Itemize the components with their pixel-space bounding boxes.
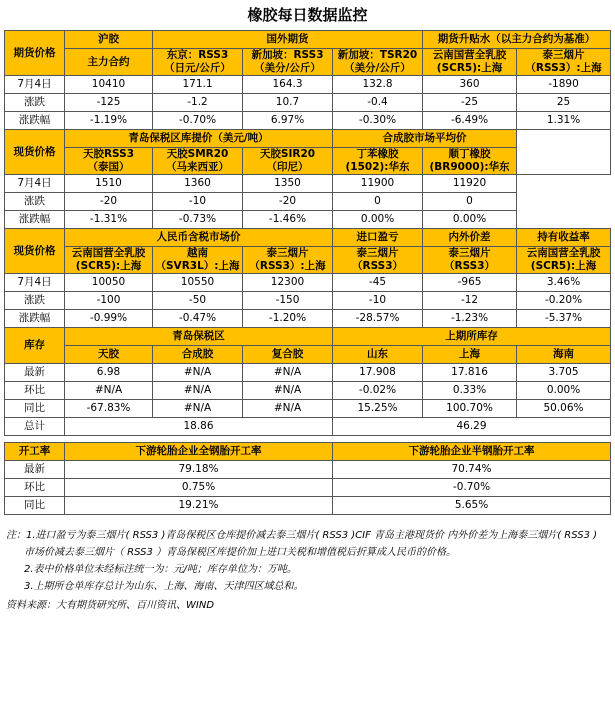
value-cell: -1.2 xyxy=(153,94,243,112)
row-label: 涨跌 xyxy=(5,193,65,211)
column-header: 顺丁橡胶 (BR9000):华东 xyxy=(423,148,517,175)
value-cell: 0.00% xyxy=(517,382,611,400)
value-cell: -50 xyxy=(153,292,243,310)
spot-group-qingdao: 青岛保税区库提价（美元/吨） xyxy=(65,130,333,148)
row-label: 同比 xyxy=(5,400,65,418)
rmb-group-spread: 内外价差 xyxy=(423,229,517,247)
table-row xyxy=(5,112,611,130)
row-label: 涨跌幅 xyxy=(5,211,65,229)
value-cell: 171.1 xyxy=(153,76,243,94)
full-steel-rate: 79.18% xyxy=(65,461,333,479)
spot-row-header: 现货价格 xyxy=(5,130,65,175)
value-cell: 0 xyxy=(423,193,517,211)
data-source: 资料来源：大有期货研究所、百川资讯、WIND xyxy=(6,600,215,611)
value-cell: 164.3 xyxy=(243,76,333,94)
row-label: 环比 xyxy=(5,382,65,400)
page-title: 橡胶每日数据监控 xyxy=(247,6,368,24)
row-label: 涨跌 xyxy=(5,94,65,112)
row-label: 最新 xyxy=(5,364,65,382)
value-cell: 360 xyxy=(423,76,517,94)
value-cell: 15.25% xyxy=(333,400,423,418)
table-row xyxy=(5,497,611,515)
inventory-group-shfe: 上期所库存 xyxy=(333,328,611,346)
table-row xyxy=(5,479,611,497)
column-header: 新加坡：RSS3 （美分/公斤） xyxy=(243,49,333,76)
row-label: 7月4日 xyxy=(5,175,65,193)
value-cell: 0 xyxy=(333,193,423,211)
rmb-group-import: 进口盈亏 xyxy=(333,229,423,247)
column-header: 越南 （SVR3L）:上海 xyxy=(153,247,243,274)
value-cell: 1510 xyxy=(65,175,153,193)
value-cell: -965 xyxy=(423,274,517,292)
column-header: 上海 xyxy=(423,346,517,364)
futures-group-spread: 期货升贴水（以主力合约为基准） xyxy=(423,31,611,49)
table-row xyxy=(5,94,611,112)
value-cell: 10410 xyxy=(65,76,153,94)
value-cell: -1.20% xyxy=(243,310,333,328)
operating-group-full-steel: 下游轮胎企业全钢胎开工率 xyxy=(65,443,333,461)
value-cell: -20 xyxy=(243,193,333,211)
inventory-row-header: 库存 xyxy=(5,328,65,364)
value-cell: 6.98 xyxy=(65,364,153,382)
futures-group-shfe: 沪胶 xyxy=(65,31,153,49)
value-cell: -1.23% xyxy=(423,310,517,328)
value-cell: -1890 xyxy=(517,76,611,94)
table-row xyxy=(5,364,611,382)
value-cell: 3.705 xyxy=(517,364,611,382)
column-header: 云南国营全乳胶 (SCR5):上海 xyxy=(517,247,611,274)
value-cell: -1.46% xyxy=(243,211,333,229)
column-header: 天胶SIR20 （印尼） xyxy=(243,148,333,175)
row-label: 7月4日 xyxy=(5,76,65,94)
value-cell: -100 xyxy=(65,292,153,310)
value-cell: 1.31% xyxy=(517,112,611,130)
value-cell: 11920 xyxy=(423,175,517,193)
note-3: 3.上期所仓单库存总计为山东、上海、海南、天津四区域总和。 xyxy=(24,581,304,592)
column-header: 泰三烟片 （RSS3） xyxy=(333,247,423,274)
rubber-monitor-table xyxy=(4,30,611,515)
value-cell: -0.30% xyxy=(333,112,423,130)
footnotes xyxy=(6,527,615,614)
value-cell: 50.06% xyxy=(517,400,611,418)
table-row xyxy=(5,400,611,418)
rmb-group-yield: 持有收益率 xyxy=(517,229,611,247)
spot-group-synthetic: 合成胶市场平均价 xyxy=(333,130,517,148)
value-cell: -150 xyxy=(243,292,333,310)
column-header: 云南国营全乳胶 (SCR5):上海 xyxy=(423,49,517,76)
value-cell: -10 xyxy=(153,193,243,211)
value-cell: #N/A xyxy=(153,382,243,400)
column-header: 山东 xyxy=(333,346,423,364)
section-spacer xyxy=(5,436,611,443)
value-cell: 17.816 xyxy=(423,364,517,382)
futures-row-header: 期货价格 xyxy=(5,31,65,76)
column-header: 天胶 xyxy=(65,346,153,364)
value-cell: 0.33% xyxy=(423,382,517,400)
inventory-group-qingdao: 青岛保税区 xyxy=(65,328,333,346)
table-row xyxy=(5,382,611,400)
rmb-group-market: 人民币含税市场价 xyxy=(65,229,333,247)
value-cell: -0.02% xyxy=(333,382,423,400)
column-header: 海南 xyxy=(517,346,611,364)
row-label: 最新 xyxy=(5,461,65,479)
rmb-row-header: 现货价格 xyxy=(5,229,65,274)
column-header: 合成胶 xyxy=(153,346,243,364)
value-cell: #N/A xyxy=(243,382,333,400)
column-header: 天胶SMR20 （马来西亚） xyxy=(153,148,243,175)
column-header: 东京：RSS3 （日元/公斤） xyxy=(153,49,243,76)
table-row xyxy=(5,193,611,211)
futures-group-foreign: 国外期货 xyxy=(153,31,423,49)
semi-steel-rate: 5.65% xyxy=(333,497,611,515)
value-cell: 1360 xyxy=(153,175,243,193)
value-cell: -45 xyxy=(333,274,423,292)
value-cell: 3.46% xyxy=(517,274,611,292)
value-cell: #N/A xyxy=(153,400,243,418)
value-cell: 1350 xyxy=(243,175,333,193)
column-header: 天胶RSS3 （泰国） xyxy=(65,148,153,175)
value-cell: -67.83% xyxy=(65,400,153,418)
operating-row-header: 开工率 xyxy=(5,443,65,461)
table-row xyxy=(5,292,611,310)
value-cell: #N/A xyxy=(153,364,243,382)
column-header: 泰三烟片 （RSS3） xyxy=(423,247,517,274)
value-cell: 10050 xyxy=(65,274,153,292)
row-label: 7月4日 xyxy=(5,274,65,292)
value-cell: -0.73% xyxy=(153,211,243,229)
column-header: 泰三烟片 （RSS3）:上海 xyxy=(517,49,611,76)
table-row xyxy=(5,274,611,292)
row-label: 涨跌 xyxy=(5,292,65,310)
value-cell: 25 xyxy=(517,94,611,112)
inventory-total-qingdao: 18.86 xyxy=(65,418,333,436)
value-cell: -0.4 xyxy=(333,94,423,112)
table-row xyxy=(5,76,611,94)
column-header: 泰三烟片 （RSS3）:上海 xyxy=(243,247,333,274)
value-cell: 10.7 xyxy=(243,94,333,112)
value-cell: 6.97% xyxy=(243,112,333,130)
row-label: 同比 xyxy=(5,497,65,515)
table-row xyxy=(5,175,611,193)
column-header: 丁苯橡胶 (1502):华东 xyxy=(333,148,423,175)
full-steel-rate: 0.75% xyxy=(65,479,333,497)
value-cell: -1.31% xyxy=(65,211,153,229)
value-cell: #N/A xyxy=(243,400,333,418)
value-cell: 17.908 xyxy=(333,364,423,382)
value-cell: 132.8 xyxy=(333,76,423,94)
row-label: 环比 xyxy=(5,479,65,497)
value-cell: 12300 xyxy=(243,274,333,292)
note-2: 2.表中价格单位未经标注统一为：元/吨；库存单位为：万吨。 xyxy=(24,564,297,575)
value-cell: -0.20% xyxy=(517,292,611,310)
column-header: 新加坡：TSR20 （美分/公斤） xyxy=(333,49,423,76)
value-cell: -25 xyxy=(423,94,517,112)
note-1: 注：1.进口盈亏为泰三烟片( RSS3 )青岛保税区仓库提价减去泰三烟片( RSS3 )CIF 青岛主港现货价 内外价差为上海泰三烟片( RSS3 ) xyxy=(6,530,598,541)
value-cell: -125 xyxy=(65,94,153,112)
full-steel-rate: 19.21% xyxy=(65,497,333,515)
value-cell: -1.19% xyxy=(65,112,153,130)
semi-steel-rate: -0.70% xyxy=(333,479,611,497)
operating-group-semi-steel: 下游轮胎企业半钢胎开工率 xyxy=(333,443,611,461)
inventory-total-shfe: 46.29 xyxy=(333,418,611,436)
value-cell: 0.00% xyxy=(333,211,423,229)
value-cell: #N/A xyxy=(65,382,153,400)
value-cell: 11900 xyxy=(333,175,423,193)
table-row xyxy=(5,310,611,328)
value-cell: -0.70% xyxy=(153,112,243,130)
row-label: 涨跌幅 xyxy=(5,310,65,328)
inventory-total-label: 总计 xyxy=(5,418,65,436)
value-cell: 0.00% xyxy=(423,211,517,229)
column-header: 主力合约 xyxy=(65,49,153,76)
value-cell: -0.47% xyxy=(153,310,243,328)
value-cell: -6.49% xyxy=(423,112,517,130)
column-header: 复合胶 xyxy=(243,346,333,364)
value-cell: #N/A xyxy=(243,364,333,382)
row-label: 涨跌幅 xyxy=(5,112,65,130)
value-cell: -20 xyxy=(65,193,153,211)
note-1-continued: 市场价减去泰三烟片（ RSS3 ）青岛保税区库提价加上进口关税和增值税后折算成人民币的价格。 xyxy=(24,547,457,558)
value-cell: -10 xyxy=(333,292,423,310)
value-cell: 10550 xyxy=(153,274,243,292)
value-cell: -0.99% xyxy=(65,310,153,328)
table-row xyxy=(5,461,611,479)
value-cell: -5.37% xyxy=(517,310,611,328)
column-header: 云南国营全乳胶 (SCR5):上海 xyxy=(65,247,153,274)
table-row xyxy=(5,211,611,229)
value-cell: -12 xyxy=(423,292,517,310)
value-cell: 100.70% xyxy=(423,400,517,418)
semi-steel-rate: 70.74% xyxy=(333,461,611,479)
blank-cell xyxy=(517,130,611,175)
value-cell: -28.57% xyxy=(333,310,423,328)
